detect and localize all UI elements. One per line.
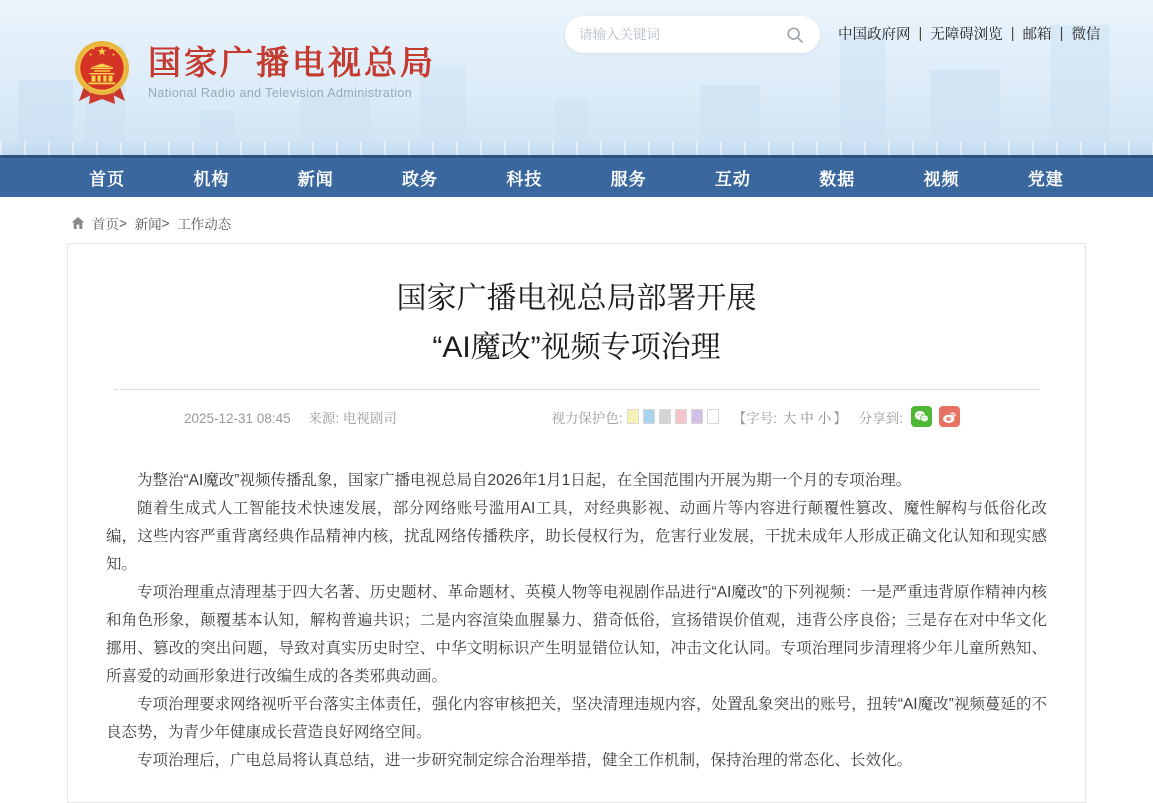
site-header [0,0,1153,155]
weibo-share-icon[interactable] [939,406,960,427]
font-size-suffix: 】 [833,410,847,426]
article-paragraph: 专项治理后，广电总局将认真总结，进一步研究制定综合治理举措，健全工作机制，保持治理的常态化、长效化。 [137,752,913,769]
nav-item-org[interactable]: 机构 [193,170,230,189]
eye-protect-label: 视力保护色: [551,410,623,426]
breadcrumb [70,213,1153,233]
font-size-small-button[interactable]: 小 [817,410,832,426]
top-link-gov[interactable]: 中国政府网 [838,27,911,43]
article-paragraph: 专项治理要求网络视听平台落实主体责任，强化内容审核把关，坚决清理违规内容，处置乱象突出的账号，扭转“AI魔改”视频蔓延的不良态势，为青少年健康成长营造良好网络空间。 [106,696,1047,741]
article-paragraph: 随着生成式人工智能技术快速发展，部分网络账号滥用AI工具，对经典影视、动画片等内容进行颠覆性篡改、魔性解构与低俗化改编，这些内容严重背离经典作品精神内核，扰乱网络传播秩序，助长侵权行为，危害行业发展，干扰未成年人形成正确文化认知和现实感知。 [106,500,1047,573]
site-logo-link[interactable] [70,38,436,106]
top-link-mail[interactable]: 邮箱 [1022,27,1052,43]
nav-item-video[interactable]: 视频 [923,170,960,189]
nav-item-data[interactable]: 数据 [819,170,856,189]
nav-item-tech[interactable]: 科技 [506,170,543,189]
article-title-line1: 国家广播电视总局部署开展 [396,282,757,315]
main-nav [0,155,1153,197]
wechat-share-icon[interactable] [911,406,932,427]
nav-item-home[interactable]: 首页 [89,170,126,189]
article-paragraph: 为整治“AI魔改”视频传播乱象，国家广播电视总局自2026年1月1日起，在全国范围内开展为期一个月的专项治理。 [137,472,912,489]
site-title: 国家广播电视总局 [148,44,436,81]
top-links [838,23,1100,44]
font-size-large-button[interactable]: 大 [782,410,797,426]
search-box [565,16,820,53]
top-link-separator: | [1059,25,1064,42]
top-link-wechat[interactable]: 微信 [1071,27,1101,43]
article-source: 来源: 电视剧司 [308,410,397,426]
font-size-prefix: 【字号: [732,410,777,426]
share-label: 分享到: [858,410,903,426]
article-title [106,274,1047,372]
grid-decoration [0,142,1153,155]
breadcrumb-separator: > [161,215,170,231]
color-swatch[interactable] [643,409,655,424]
breadcrumb-work-updates[interactable]: 工作动态 [177,217,232,232]
breadcrumb-home[interactable]: 首页 [92,217,119,232]
nav-item-news[interactable]: 新闻 [297,170,334,189]
site-subtitle: National Radio and Television Administration [148,86,413,100]
eye-protect-swatches [627,409,723,424]
national-emblem-icon [70,38,134,106]
color-swatch[interactable] [707,409,719,424]
breadcrumb-news[interactable]: 新闻 [134,217,162,232]
nav-item-interaction[interactable]: 互动 [714,170,751,189]
search-input[interactable] [579,27,784,42]
color-swatch[interactable] [691,409,703,424]
color-swatch[interactable] [675,409,687,424]
article-title-line2: “AI魔改”视频专项治理 [432,331,721,364]
nav-item-party[interactable]: 党建 [1027,170,1064,189]
search-icon[interactable] [784,24,806,46]
font-size-medium-button[interactable]: 中 [800,410,814,426]
title-separator [114,389,1039,390]
top-link-separator: | [1010,25,1015,42]
article-card [67,243,1086,803]
font-size-control [733,407,847,427]
article-paragraph: 专项治理重点清理基于四大名著、历史题材、革命题材、英模人物等电视剧作品进行“AI魔改”的下列视频：一是严重违背原作精神内核和角色形象，颠覆基本认知，解构普遍共识；二是内容渲染血腥暴力、猎奇低俗，宣扬错误价值观，违背公序良俗；三是存在对中华文化挪用、篡改的突出问题，导致对真实历史时空、中华文明标识产生明显错位认知，冲击文化认同。专项治理同步清理将少年儿童所熟知、所喜爱的动画形象进行改编生成的各类邪典动画。 [106,584,1047,685]
top-link-separator: | [918,25,923,42]
article-meta [106,406,1047,427]
nav-item-gov-affairs[interactable]: 政务 [402,170,439,189]
nav-item-services[interactable]: 服务 [610,170,647,189]
color-swatch[interactable] [659,409,671,424]
breadcrumb-separator: > [119,215,127,231]
color-swatch[interactable] [627,409,639,424]
article-date: 2025-12-31 08:45 [184,410,291,426]
article-body [106,467,1047,775]
home-icon[interactable] [70,215,86,231]
top-link-accessibility[interactable]: 无障碍浏览 [930,27,1003,43]
